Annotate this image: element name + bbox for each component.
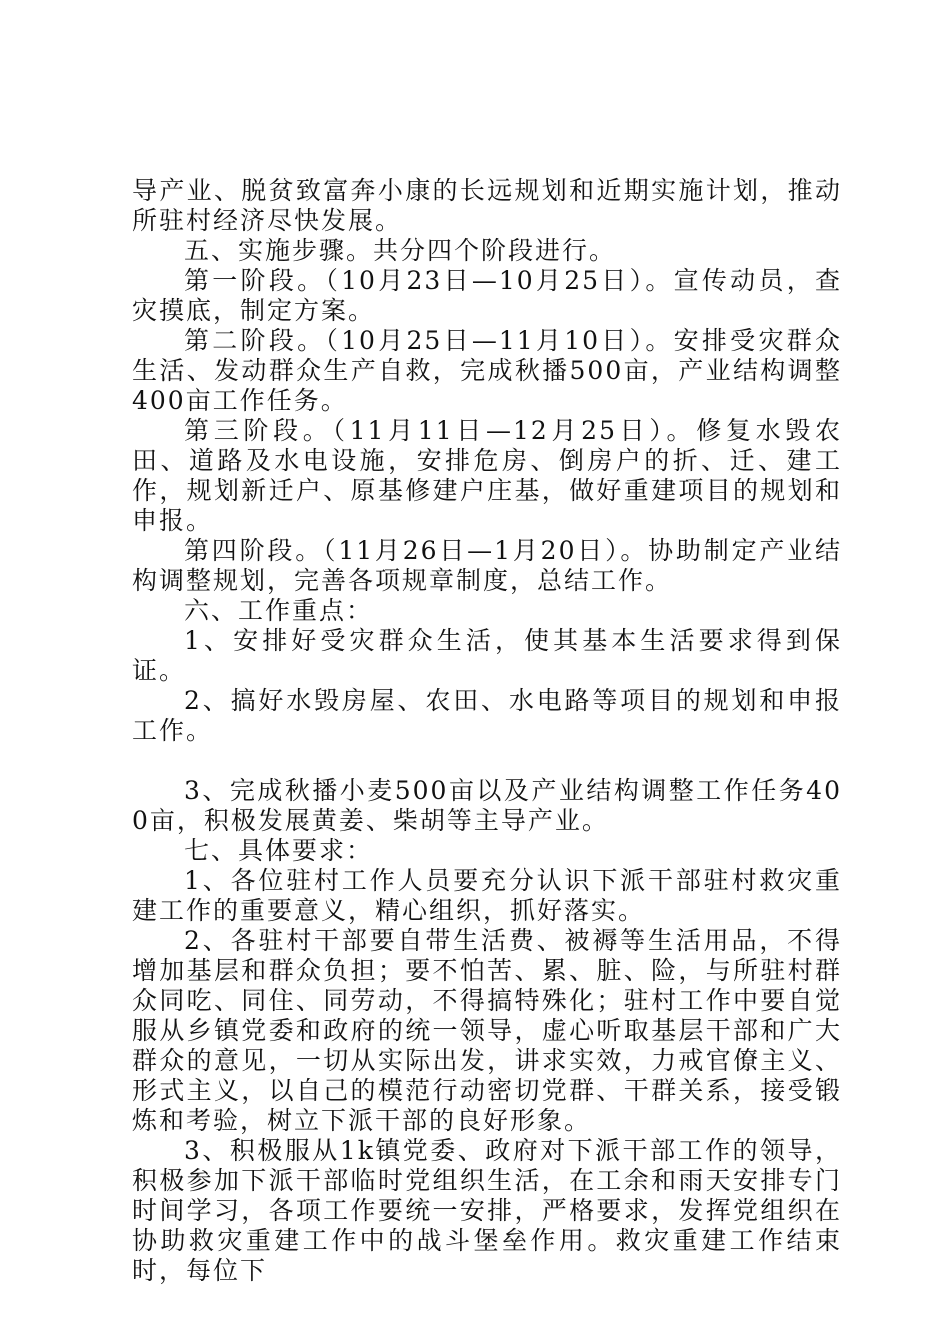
paragraph-phase-1: 第一阶段。（10月23日—10月25日）。宣传动员，查灾摸底，制定方案。 — [132, 266, 842, 325]
paragraph-phase-3: 第三阶段。（11月11日—12月25日）。修复水毁农田、道路及水电设施，安排危房、倒房户的折、迁、建工作，规划新迁户、原基修建户庄基，做好重建项目的规划和申报。 — [132, 416, 842, 535]
priority-item-1: 1、安排好受灾群众生活，使其基本生活要求得到保证。 — [132, 626, 842, 685]
requirement-item-2: 2、各驻村干部要自带生活费、被褥等生活用品，不得增加基层和群众负担；要不怕苦、累、脏、险，与所驻村群众同吃、同住、同劳动，不得搞特殊化；驻村工作中要自觉服从乡镇党委和政府的统一领导，虚心听取基层干部和广大群众的意见，一切从实际出发，讲求实效，力戒官僚主义、形式主义，以自己的模范行动密切党群、干群关系，接受锻炼和考验，树立下派干部的良好形象。 — [132, 926, 842, 1135]
paragraph-phase-2: 第二阶段。（10月25日—11月10日）。安排受灾群众生活、发动群众生产自救，完成秋播500亩，产业结构调整400亩工作任务。 — [132, 326, 842, 415]
requirement-item-1: 1、各位驻村工作人员要充分认识下派干部驻村救灾重建工作的重要意义，精心组织，抓好落实。 — [132, 866, 842, 925]
heading-implementation-steps: 五、实施步骤。共分四个阶段进行。 — [184, 236, 617, 265]
priority-item-2: 2、搞好水毁房屋、农田、水电路等项目的规划和申报工作。 — [132, 686, 842, 745]
paragraph-continuation: 导产业、脱贫致富奔小康的长远规划和近期实施计划，推动所驻村经济尽快发展。 — [132, 176, 842, 235]
heading-work-priorities: 六、工作重点： — [184, 596, 374, 625]
heading-specific-requirements: 七、具体要求： — [184, 836, 374, 865]
requirement-item-3: 3、积极服从1k镇党委、政府对下派干部工作的领导，积极参加下派干部临时党组织生活，在工余和雨天安排专门时间学习，各项工作要统一安排，严格要求，发挥党组织在协助救灾重建工作中的战斗堡垒作用。救灾重建工作结束时，每位下 — [132, 1136, 842, 1285]
paragraph-phase-4: 第四阶段。（11月26日—1月20日）。协助制定产业结构调整规划，完善各项规章制度，总结工作。 — [132, 536, 842, 595]
document-body — [132, 176, 842, 1286]
priority-item-3: 3、完成秋播小麦500亩以及产业结构调整工作任务400亩，积极发展黄姜、柴胡等主导产业。 — [132, 776, 842, 835]
